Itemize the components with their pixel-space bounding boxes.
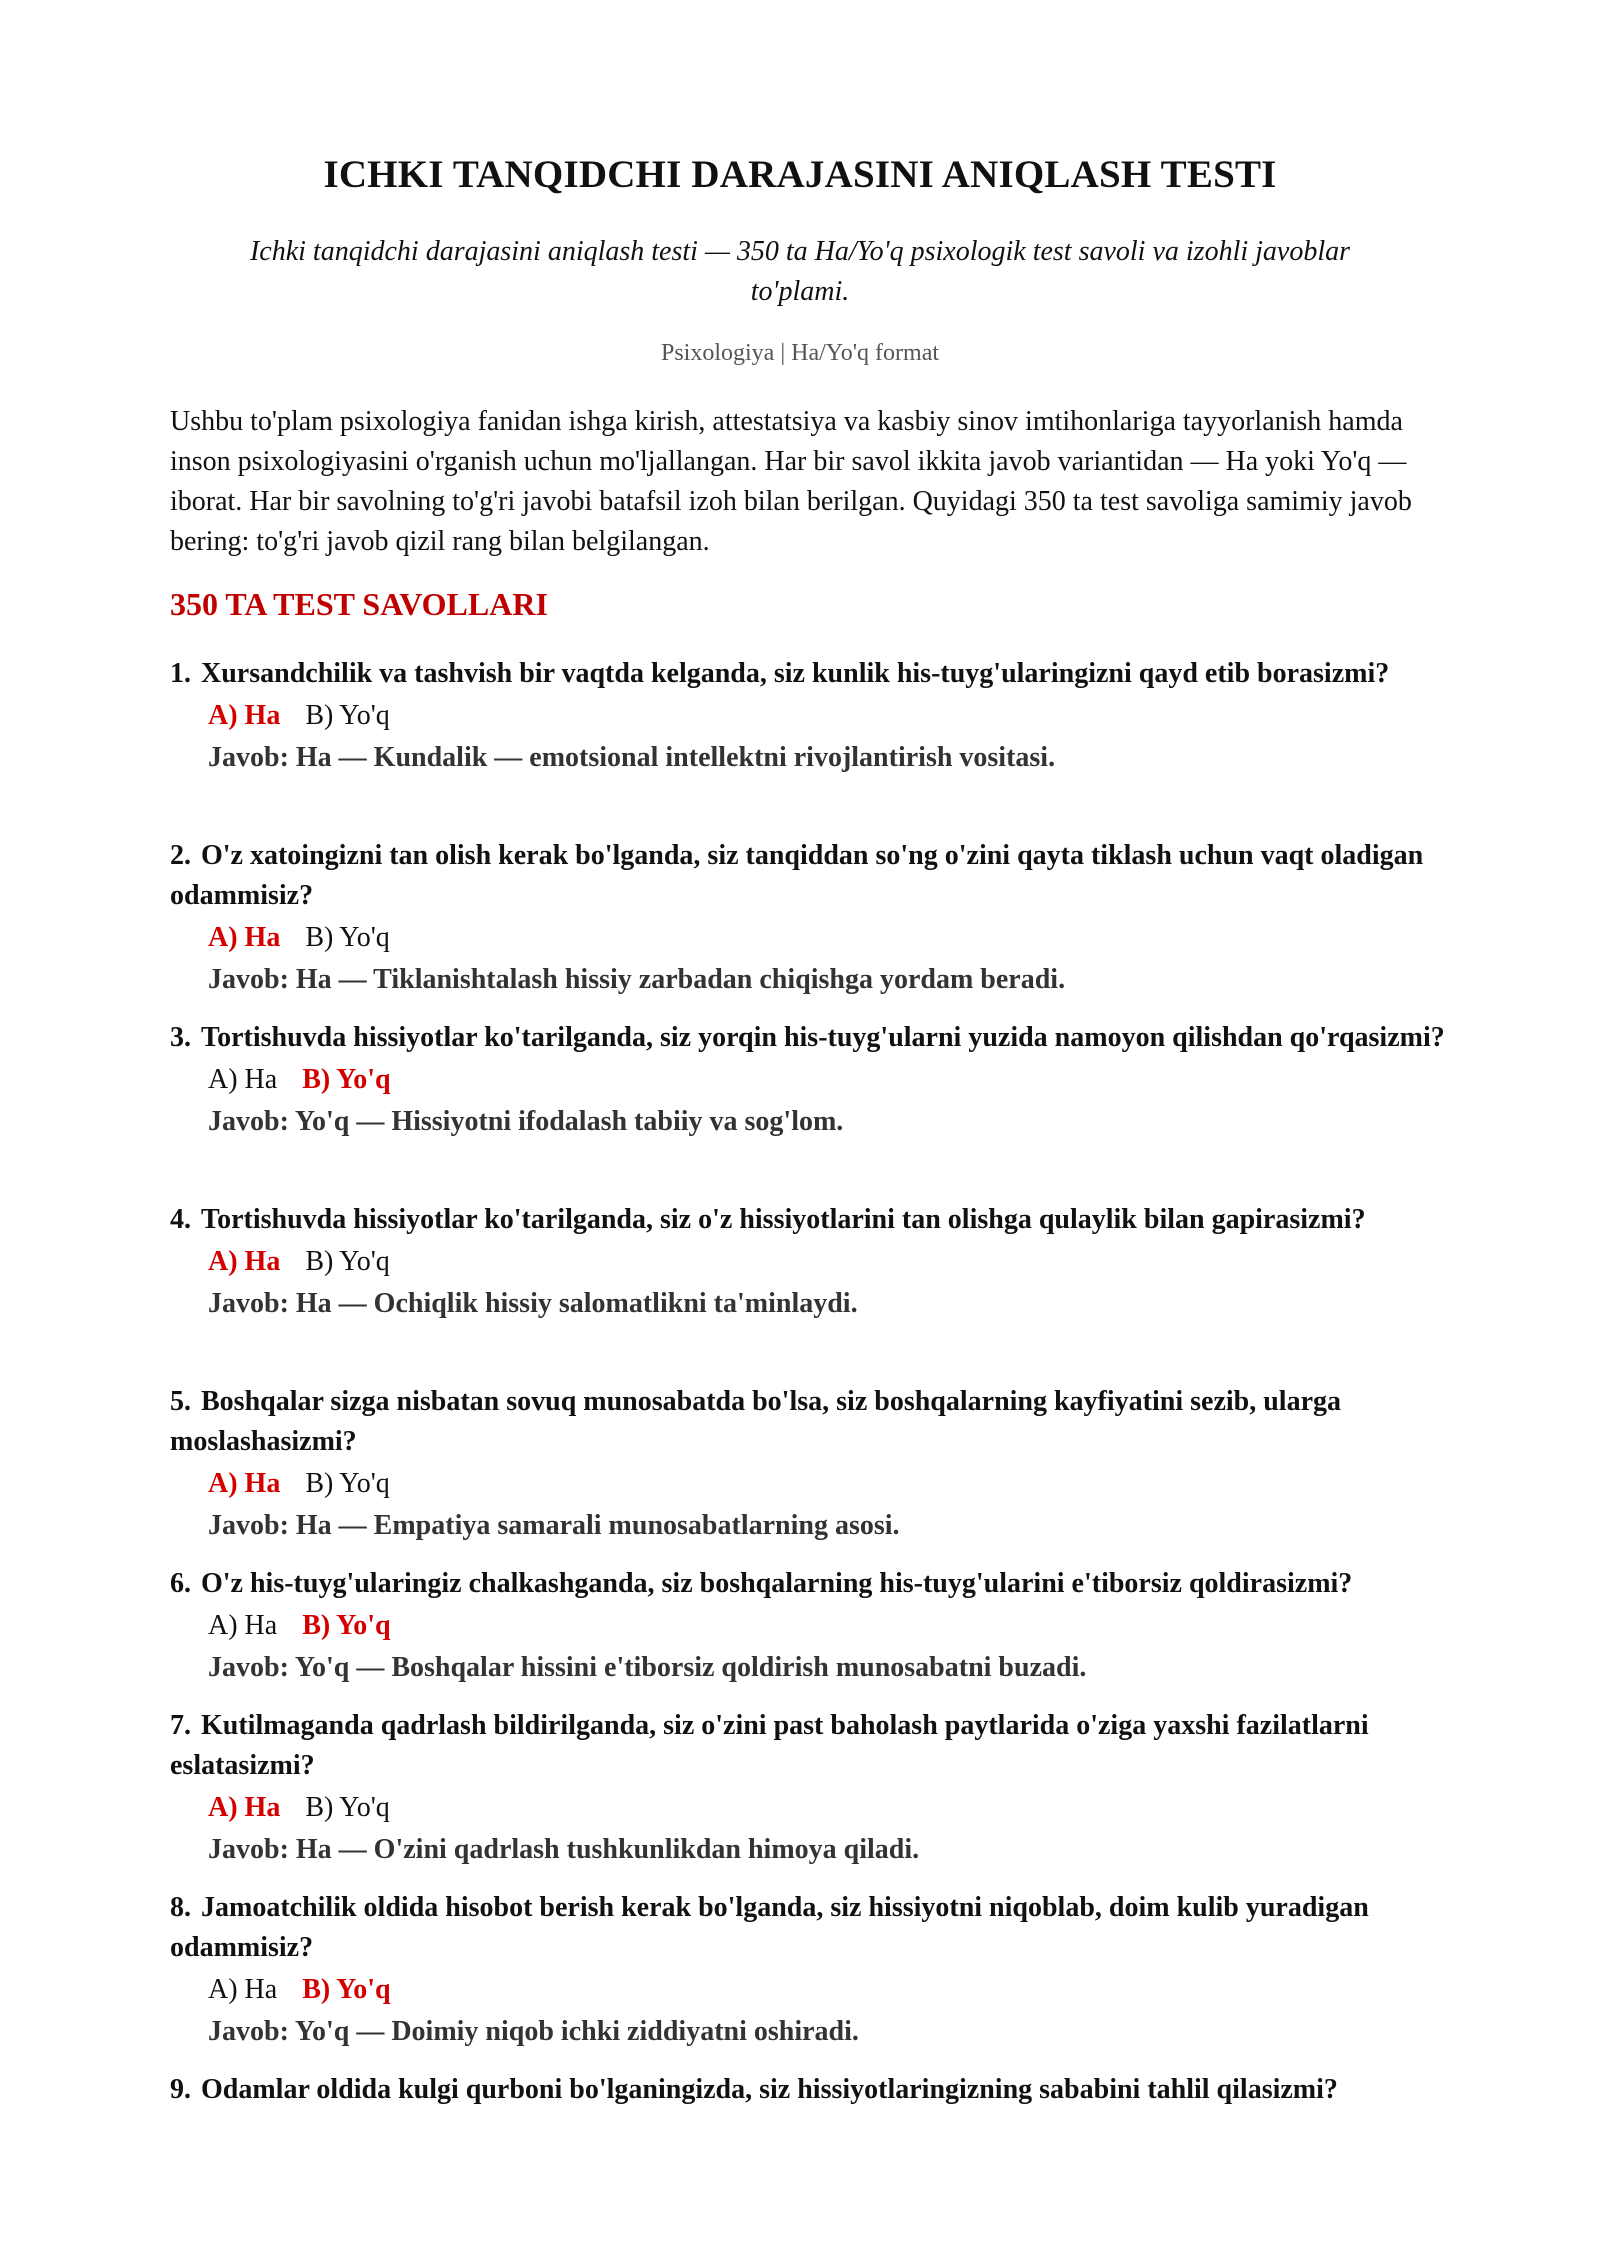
answer-explanation: Javob: Yo'q — Doimiy niqob ichki ziddiyatni oshiradi. bbox=[208, 2016, 859, 2047]
question-number: 5. bbox=[170, 1386, 191, 1417]
option-a[interactable]: A) Ha bbox=[208, 1064, 278, 1095]
question-text bbox=[170, 654, 1455, 694]
question-2 bbox=[170, 836, 1455, 1000]
answer-explanation: Javob: Ha — Kundalik — emotsional intellektni rivojlantirish vositasi. bbox=[208, 742, 1056, 773]
answer-explanation: Javob: Yo'q — Hissiyotni ifodalash tabiiy va sog'lom. bbox=[208, 1106, 844, 1137]
option-b[interactable]: B) Yo'q bbox=[302, 1610, 391, 1641]
document-category: Psixologiya | Ha/Yo'q format bbox=[660, 340, 940, 366]
option-a[interactable]: A) Ha bbox=[208, 1610, 278, 1641]
question-number: 4. bbox=[170, 1204, 191, 1235]
options bbox=[208, 1060, 1455, 1100]
question-4 bbox=[170, 1200, 1455, 1324]
question-number: 6. bbox=[170, 1568, 191, 1599]
options bbox=[208, 696, 1455, 736]
option-a[interactable]: A) Ha bbox=[208, 700, 281, 731]
option-b[interactable]: B) Yo'q bbox=[302, 1974, 391, 2005]
question-7 bbox=[170, 1706, 1455, 1870]
question-text bbox=[170, 836, 1455, 916]
question-body: O'z xatoingizni tan olish kerak bo'lganda, siz tanqiddan so'ng o'zini qayta tiklash uchun vaqt oladigan odammisiz? bbox=[170, 840, 1424, 911]
answer-explanation: Javob: Ha — Ochiqlik hissiy salomatlikni ta'minlaydi. bbox=[208, 1288, 858, 1319]
question-text bbox=[170, 1200, 1455, 1240]
option-b[interactable]: B) Yo'q bbox=[302, 1064, 391, 1095]
question-3 bbox=[170, 1018, 1455, 1142]
option-a[interactable]: A) Ha bbox=[208, 1468, 281, 1499]
option-a[interactable]: A) Ha bbox=[208, 922, 281, 953]
question-6 bbox=[170, 1564, 1455, 1688]
question-body: Boshqalar sizga nisbatan sovuq munosabatda bo'lsa, siz boshqalarning kayfiyatini sezib, ularga moslashasizmi? bbox=[170, 1386, 1342, 1457]
option-b[interactable]: B) Yo'q bbox=[305, 700, 390, 731]
answer-explanation: Javob: Ha — O'zini qadrlash tushkunlikdan himoya qiladi. bbox=[208, 1834, 920, 1865]
question-body: O'z his-tuyg'ularingiz chalkashganda, siz boshqalarning his-tuyg'ularini e'tiborsiz qoldirasizmi? bbox=[201, 1568, 1353, 1599]
options bbox=[208, 918, 1455, 958]
question-number: 3. bbox=[170, 1022, 191, 1053]
question-8 bbox=[170, 1888, 1455, 2052]
question-body: Tortishuvda hissiyotlar ko'tarilganda, siz yorqin his-tuyg'ularni yuzida namoyon qilishdan qo'rqasizmi? bbox=[201, 1022, 1445, 1053]
question-body: Tortishuvda hissiyotlar ko'tarilganda, siz o'z hissiyotlarini tan olishga qulaylik bilan gapirasizmi? bbox=[201, 1204, 1366, 1235]
answer-explanation: Javob: Yo'q — Boshqalar hissini e'tiborsiz qoldirish munosabatni buzadi. bbox=[208, 1652, 1087, 1683]
question-number: 8. bbox=[170, 1892, 191, 1923]
intro-paragraph: Ushbu to'plam psixologiya fanidan ishga kirish, attestatsiya va kasbiy sinov imtihonlariga tayyorlanish hamda inson psixologiyasini o'rganish uchun mo'ljallangan. Har bir savol ikkita javob variantidan — Ha yoki Yo'q — iborat. Har bir savolning to'g'ri javobi batafsil izoh bilan berilgan. Quyidagi 350 ta test savoliga samimiy javob bering: to'g'ri javob qizil rang bilan belgilangan. bbox=[170, 406, 1412, 557]
option-a[interactable]: A) Ha bbox=[208, 1974, 278, 2005]
option-b[interactable]: B) Yo'q bbox=[305, 1246, 390, 1277]
question-text bbox=[170, 1706, 1455, 1786]
option-b[interactable]: B) Yo'q bbox=[305, 1792, 390, 1823]
options bbox=[208, 1464, 1455, 1504]
question-text bbox=[170, 1888, 1455, 1968]
question-number: 7. bbox=[170, 1710, 191, 1741]
question-body: Xursandchilik va tashvish bir vaqtda kelganda, siz kunlik his-tuyg'ularingizni qayd etib borasizmi? bbox=[201, 658, 1390, 689]
question-number: 2. bbox=[170, 840, 191, 871]
document-subtitle: Ichki tanqidchi darajasini aniqlash testi — 350 ta Ha/Yo'q psixologik test savoli va izohli javoblar to'plami. bbox=[249, 236, 1351, 307]
question-9 bbox=[170, 2070, 1455, 2110]
section-heading: 350 TA TEST SAVOLLARI bbox=[170, 586, 548, 622]
question-text bbox=[170, 1018, 1455, 1058]
question-number: 1. bbox=[170, 658, 191, 689]
option-a[interactable]: A) Ha bbox=[208, 1792, 281, 1823]
options bbox=[208, 1242, 1455, 1282]
answer-explanation: Javob: Ha — Tiklanishtalash hissiy zarbadan chiqishga yordam beradi. bbox=[208, 964, 1066, 995]
option-b[interactable]: B) Yo'q bbox=[305, 1468, 390, 1499]
option-a[interactable]: A) Ha bbox=[208, 1246, 281, 1277]
question-1 bbox=[170, 654, 1455, 778]
question-body: Kutilmaganda qadrlash bildirilganda, siz o'zini past baholash paytlarida o'ziga yaxshi fazilatlarni eslatasizmi? bbox=[170, 1710, 1369, 1781]
options bbox=[208, 1788, 1455, 1828]
answer-explanation: Javob: Ha — Empatiya samarali munosabatlarning asosi. bbox=[208, 1510, 900, 1541]
option-b[interactable]: B) Yo'q bbox=[305, 922, 390, 953]
question-5 bbox=[170, 1382, 1455, 1546]
question-text bbox=[170, 1382, 1455, 1462]
document-title: ICHKI TANQIDCHI DARAJASINI ANIQLASH TESTI bbox=[323, 153, 1277, 196]
question-text bbox=[170, 2070, 1455, 2110]
question-body: Jamoatchilik oldida hisobot berish kerak bo'lganda, siz hissiyotni niqoblab, doim kulib yuradigan odammisiz? bbox=[170, 1892, 1369, 1963]
question-body: Odamlar oldida kulgi qurboni bo'lganingizda, siz hissiyotlaringizning sababini tahlil qilasizmi? bbox=[201, 2074, 1338, 2105]
options bbox=[208, 1970, 1455, 2010]
question-number: 9. bbox=[170, 2074, 191, 2105]
question-text bbox=[170, 1564, 1455, 1604]
options bbox=[208, 1606, 1455, 1646]
